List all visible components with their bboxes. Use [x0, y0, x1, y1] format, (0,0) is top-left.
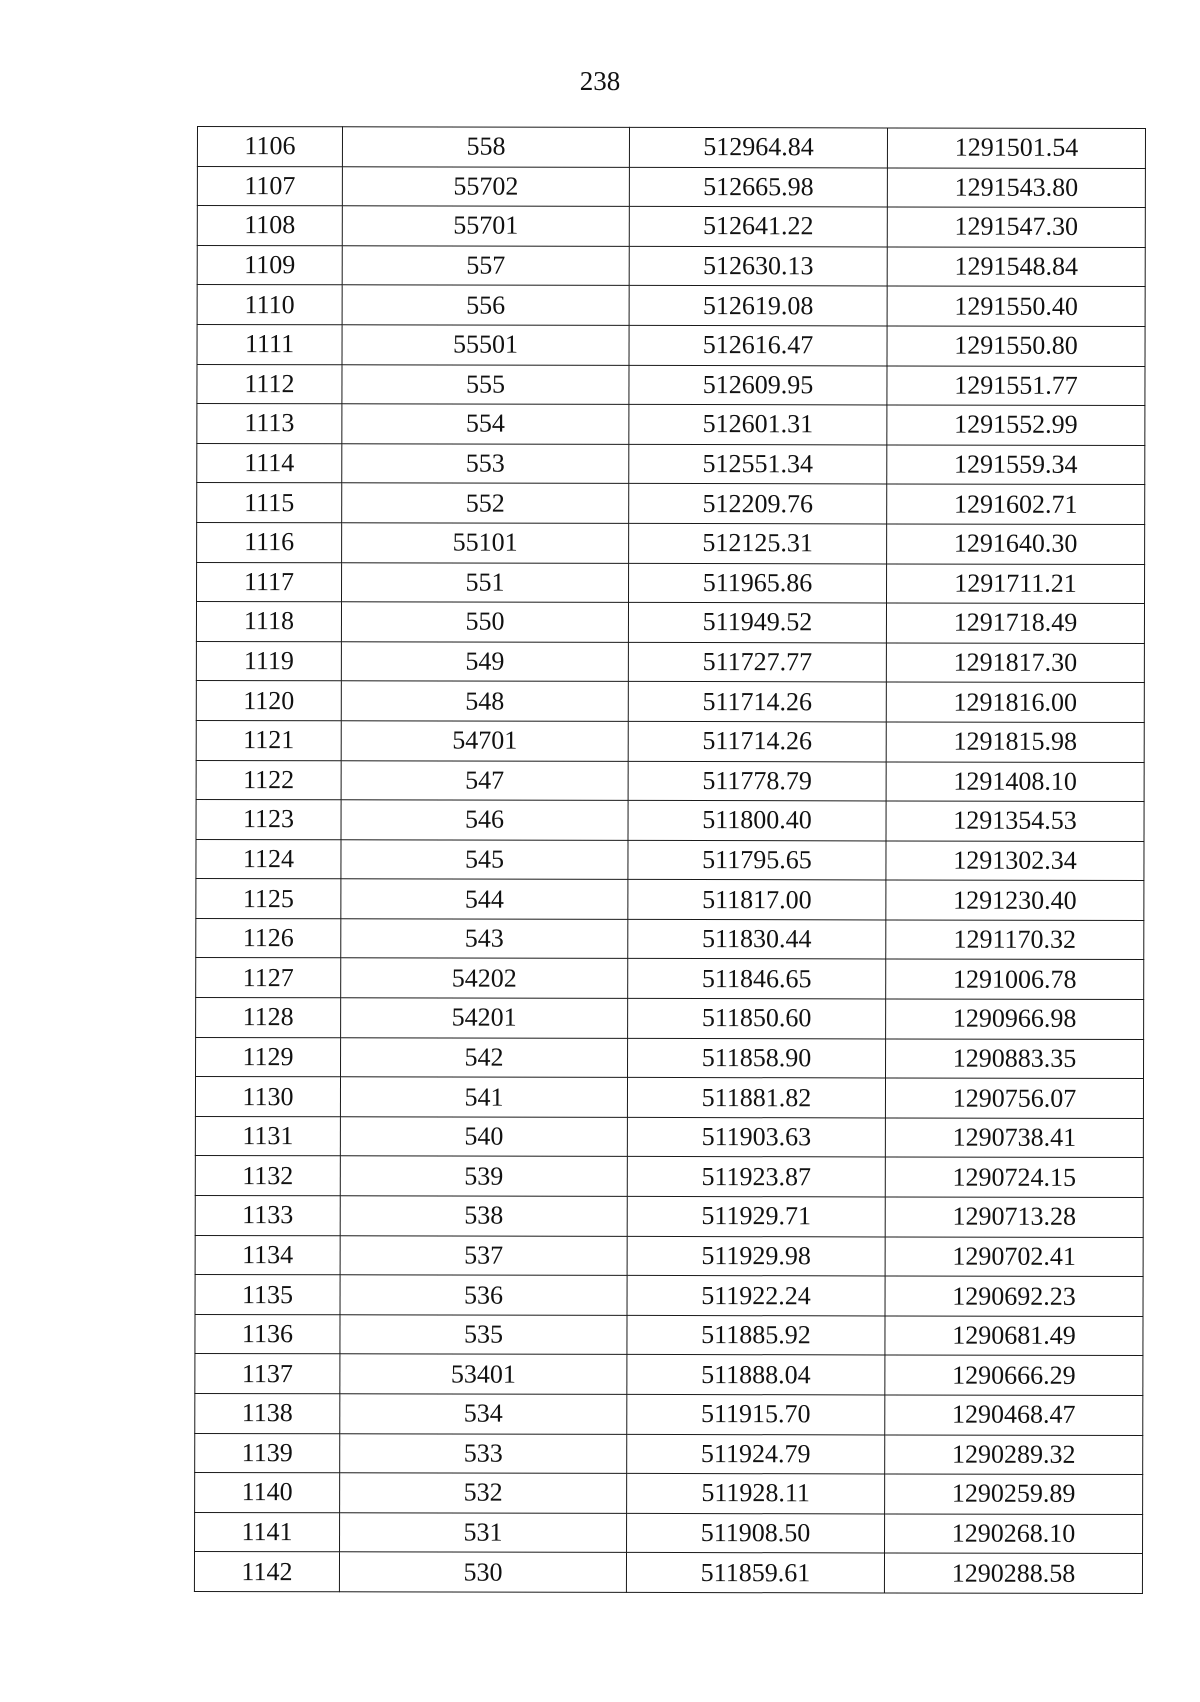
point-id-cell: 55101 [342, 523, 629, 563]
y-coordinate-cell: 1291718.49 [886, 603, 1144, 643]
y-coordinate-cell: 1290692.23 [885, 1276, 1143, 1316]
row-index-cell: 1116 [197, 522, 342, 562]
row-index-cell: 1123 [196, 800, 341, 840]
y-coordinate-cell: 1290666.29 [885, 1355, 1143, 1395]
row-index-cell: 1132 [195, 1156, 340, 1196]
point-id-cell: 553 [342, 444, 629, 484]
x-coordinate-cell: 511727.77 [628, 642, 886, 682]
table-row [195, 1156, 1143, 1198]
point-id-cell: 535 [340, 1315, 627, 1355]
x-coordinate-cell: 511923.87 [627, 1157, 885, 1197]
table-row [195, 1512, 1143, 1554]
y-coordinate-cell: 1290289.32 [885, 1435, 1143, 1475]
point-id-cell: 557 [342, 246, 629, 286]
y-coordinate-cell: 1291711.21 [887, 563, 1145, 603]
row-index-cell: 1115 [197, 483, 342, 523]
point-id-cell: 530 [339, 1552, 626, 1592]
point-id-cell: 531 [340, 1513, 627, 1553]
y-coordinate-cell: 1291302.34 [886, 841, 1144, 881]
table-row [195, 1354, 1143, 1396]
row-index-cell: 1137 [195, 1354, 340, 1394]
table-row [196, 918, 1144, 960]
x-coordinate-cell: 511850.60 [628, 998, 886, 1038]
x-coordinate-cell: 511949.52 [628, 603, 886, 643]
x-coordinate-cell: 511929.98 [627, 1236, 885, 1276]
row-index-cell: 1131 [195, 1116, 340, 1156]
y-coordinate-cell: 1290883.35 [886, 1039, 1144, 1079]
x-coordinate-cell: 511888.04 [627, 1355, 885, 1395]
table-row [196, 760, 1144, 802]
y-coordinate-cell: 1290966.98 [886, 999, 1144, 1039]
point-id-cell: 543 [341, 919, 628, 959]
point-id-cell: 55701 [342, 206, 629, 246]
y-coordinate-cell: 1291602.71 [887, 484, 1145, 524]
table-row [195, 1314, 1143, 1356]
y-coordinate-cell: 1291170.32 [886, 920, 1144, 960]
table-row [197, 285, 1145, 327]
x-coordinate-cell: 511800.40 [628, 800, 886, 840]
x-coordinate-cell: 511929.71 [627, 1196, 885, 1236]
point-id-cell: 549 [341, 642, 628, 682]
y-coordinate-cell: 1290738.41 [885, 1118, 1143, 1158]
y-coordinate-cell: 1290259.89 [885, 1474, 1143, 1514]
y-coordinate-cell: 1291547.30 [887, 207, 1145, 247]
x-coordinate-cell: 511795.65 [628, 840, 886, 880]
y-coordinate-cell: 1291550.80 [887, 326, 1145, 366]
row-index-cell: 1130 [195, 1077, 340, 1117]
point-id-cell: 53401 [340, 1354, 627, 1394]
x-coordinate-cell: 511817.00 [628, 880, 886, 920]
point-id-cell: 54701 [341, 721, 628, 761]
point-id-cell: 539 [340, 1156, 627, 1196]
point-id-cell: 536 [340, 1275, 627, 1315]
table-body [194, 127, 1145, 1594]
y-coordinate-cell: 1291543.80 [887, 168, 1145, 208]
point-id-cell: 552 [342, 483, 629, 523]
row-index-cell: 1120 [196, 681, 341, 721]
y-coordinate-cell: 1290468.47 [885, 1395, 1143, 1435]
point-id-cell: 555 [342, 364, 629, 404]
row-index-cell: 1112 [197, 364, 342, 404]
point-id-cell: 556 [342, 285, 629, 325]
x-coordinate-cell: 512209.76 [629, 484, 887, 524]
table-row [196, 602, 1144, 644]
x-coordinate-cell: 512964.84 [629, 127, 887, 167]
table-row [197, 364, 1145, 406]
table-row [197, 206, 1145, 248]
table-row [196, 1037, 1144, 1079]
row-index-cell: 1138 [195, 1393, 340, 1433]
x-coordinate-cell: 511928.11 [627, 1474, 885, 1514]
row-index-cell: 1107 [197, 166, 342, 206]
row-index-cell: 1142 [194, 1552, 339, 1592]
y-coordinate-cell: 1290288.58 [884, 1553, 1142, 1593]
coordinates-table [194, 126, 1146, 1594]
row-index-cell: 1129 [196, 1037, 341, 1077]
x-coordinate-cell: 512601.31 [629, 405, 887, 445]
row-index-cell: 1127 [196, 958, 341, 998]
x-coordinate-cell: 511924.79 [627, 1434, 885, 1474]
y-coordinate-cell: 1291815.98 [886, 722, 1144, 762]
x-coordinate-cell: 511859.61 [626, 1553, 884, 1593]
point-id-cell: 55501 [342, 325, 629, 365]
y-coordinate-cell: 1290268.10 [885, 1514, 1143, 1554]
row-index-cell: 1121 [196, 720, 341, 760]
y-coordinate-cell: 1291640.30 [887, 524, 1145, 564]
table-row [197, 443, 1145, 485]
point-id-cell: 546 [341, 800, 628, 840]
y-coordinate-cell: 1291006.78 [886, 959, 1144, 999]
y-coordinate-cell: 1291559.34 [887, 445, 1145, 485]
row-index-cell: 1134 [195, 1235, 340, 1275]
x-coordinate-cell: 512619.08 [629, 286, 887, 326]
point-id-cell: 533 [340, 1433, 627, 1473]
table-row [197, 483, 1145, 525]
y-coordinate-cell: 1290724.15 [885, 1157, 1143, 1197]
row-index-cell: 1128 [196, 998, 341, 1038]
row-index-cell: 1135 [195, 1275, 340, 1315]
row-index-cell: 1124 [196, 839, 341, 879]
table-row [197, 324, 1145, 366]
row-index-cell: 1136 [195, 1314, 340, 1354]
table-row [197, 245, 1145, 287]
x-coordinate-cell: 511830.44 [628, 919, 886, 959]
table-row [195, 1196, 1143, 1238]
x-coordinate-cell: 511846.65 [628, 959, 886, 999]
point-id-cell: 550 [341, 602, 628, 642]
table-row [195, 1275, 1143, 1317]
y-coordinate-cell: 1291817.30 [886, 643, 1144, 683]
table-row [196, 681, 1144, 723]
row-index-cell: 1139 [195, 1433, 340, 1473]
row-index-cell: 1113 [197, 404, 342, 444]
x-coordinate-cell: 511714.26 [628, 682, 886, 722]
point-id-cell: 55702 [342, 166, 629, 206]
row-index-cell: 1108 [197, 206, 342, 246]
point-id-cell: 538 [340, 1196, 627, 1236]
x-coordinate-cell: 512630.13 [629, 246, 887, 286]
table-row [196, 958, 1144, 1000]
point-id-cell: 537 [340, 1235, 627, 1275]
point-id-cell: 540 [340, 1117, 627, 1157]
x-coordinate-cell: 511908.50 [627, 1513, 885, 1553]
row-index-cell: 1109 [197, 245, 342, 285]
y-coordinate-cell: 1291354.53 [886, 801, 1144, 841]
page-number: 238 [579, 66, 621, 96]
row-index-cell: 1114 [197, 443, 342, 483]
point-id-cell: 554 [342, 404, 629, 444]
row-index-cell: 1111 [197, 324, 342, 364]
row-index-cell: 1133 [195, 1196, 340, 1236]
y-coordinate-cell: 1291501.54 [887, 128, 1145, 168]
x-coordinate-cell: 511881.82 [627, 1078, 885, 1118]
row-index-cell: 1140 [195, 1473, 340, 1513]
x-coordinate-cell: 511778.79 [628, 761, 886, 801]
table-row [196, 720, 1144, 762]
x-coordinate-cell: 512665.98 [629, 167, 887, 207]
table-row [194, 1552, 1142, 1594]
point-id-cell: 548 [341, 681, 628, 721]
row-index-cell: 1110 [197, 285, 342, 325]
y-coordinate-cell: 1290702.41 [885, 1237, 1143, 1277]
point-id-cell: 544 [341, 879, 628, 919]
row-index-cell: 1141 [195, 1512, 340, 1552]
x-coordinate-cell: 512641.22 [629, 207, 887, 247]
y-coordinate-cell: 1291551.77 [887, 366, 1145, 406]
x-coordinate-cell: 512551.34 [629, 444, 887, 484]
y-coordinate-cell: 1290756.07 [885, 1078, 1143, 1118]
table-row [196, 839, 1144, 881]
x-coordinate-cell: 511915.70 [627, 1394, 885, 1434]
y-coordinate-cell: 1291552.99 [887, 405, 1145, 445]
point-id-cell: 534 [340, 1394, 627, 1434]
table-row [196, 998, 1144, 1040]
row-index-cell: 1106 [197, 127, 342, 167]
x-coordinate-cell: 511714.26 [628, 721, 886, 761]
x-coordinate-cell: 511965.86 [629, 563, 887, 603]
row-index-cell: 1126 [196, 918, 341, 958]
point-id-cell: 541 [340, 1077, 627, 1117]
x-coordinate-cell: 511858.90 [628, 1038, 886, 1078]
table-row [196, 879, 1144, 921]
x-coordinate-cell: 511885.92 [627, 1315, 885, 1355]
row-index-cell: 1118 [196, 602, 341, 642]
x-coordinate-cell: 512616.47 [629, 325, 887, 365]
table-row [195, 1077, 1143, 1119]
row-index-cell: 1117 [197, 562, 342, 602]
table-row [195, 1116, 1143, 1158]
point-id-cell: 54201 [341, 998, 628, 1038]
table-row [195, 1235, 1143, 1277]
y-coordinate-cell: 1291230.40 [886, 880, 1144, 920]
y-coordinate-cell: 1291408.10 [886, 761, 1144, 801]
table-row [197, 404, 1145, 446]
x-coordinate-cell: 511903.63 [627, 1117, 885, 1157]
x-coordinate-cell: 511922.24 [627, 1276, 885, 1316]
x-coordinate-cell: 512125.31 [629, 523, 887, 563]
point-id-cell: 54202 [341, 958, 628, 998]
table-row [197, 166, 1145, 208]
point-id-cell: 551 [342, 562, 629, 602]
y-coordinate-cell: 1291550.40 [887, 286, 1145, 326]
row-index-cell: 1119 [196, 641, 341, 681]
point-id-cell: 547 [341, 760, 628, 800]
table-row [197, 522, 1145, 564]
row-index-cell: 1122 [196, 760, 341, 800]
y-coordinate-cell: 1291548.84 [887, 247, 1145, 287]
table-row [196, 800, 1144, 842]
x-coordinate-cell: 512609.95 [629, 365, 887, 405]
table-row [197, 562, 1145, 604]
table-row [195, 1393, 1143, 1435]
table-row [195, 1473, 1143, 1515]
y-coordinate-cell: 1291816.00 [886, 682, 1144, 722]
y-coordinate-cell: 1290713.28 [885, 1197, 1143, 1237]
point-id-cell: 545 [341, 839, 628, 879]
table-row [195, 1433, 1143, 1475]
table-row [197, 127, 1145, 169]
point-id-cell: 532 [340, 1473, 627, 1513]
point-id-cell: 558 [342, 127, 629, 167]
y-coordinate-cell: 1290681.49 [885, 1316, 1143, 1356]
point-id-cell: 542 [341, 1037, 628, 1077]
table-row [196, 641, 1144, 683]
row-index-cell: 1125 [196, 879, 341, 919]
